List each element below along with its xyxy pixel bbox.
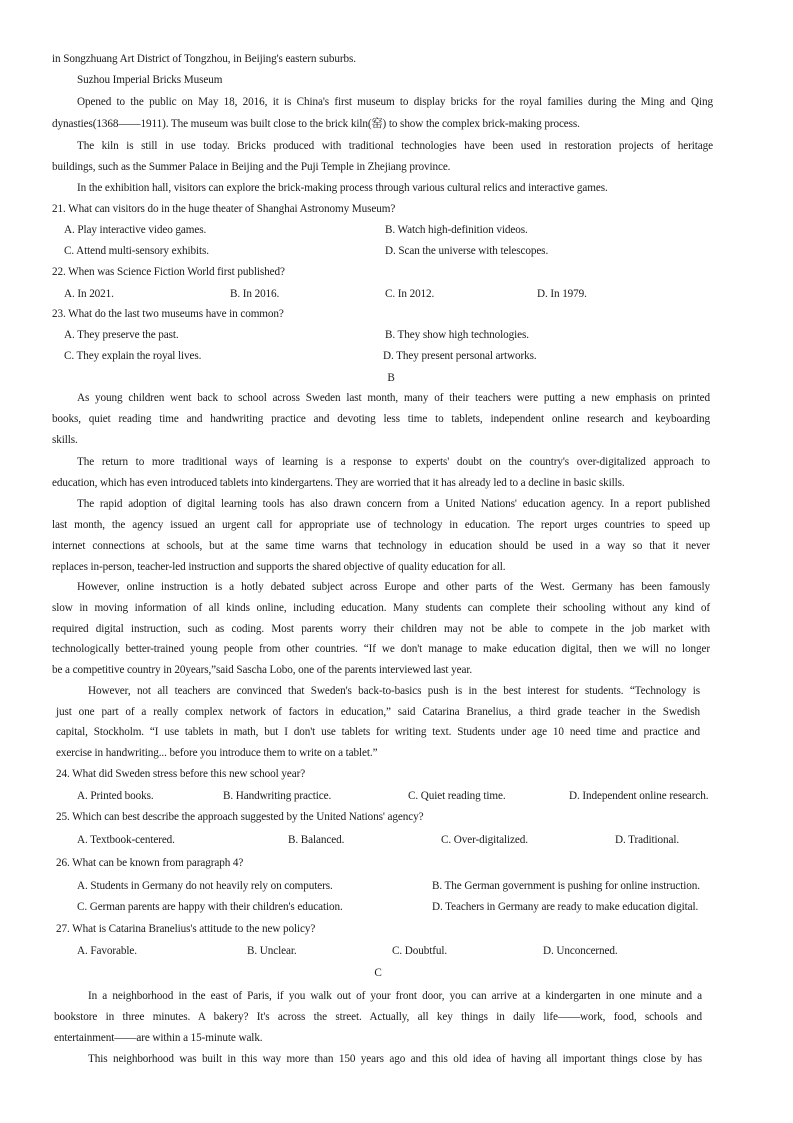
passage-a-p1-line2: dynasties(1368——1911). The museum was built close to the brick kiln(窑) to show the complex brick-making process. xyxy=(52,118,580,130)
passage-b-p1-line1: As young children went back to school across Sweden last month, many of their teachers were putting a new emphasis on printed xyxy=(77,392,710,404)
question-24-option-d: D. Independent online research. xyxy=(569,790,709,802)
question-24-option-a: A. Printed books. xyxy=(77,790,154,802)
passage-b-p4-line2: slow in moving information of all kinds online, including education. Many students can complete their schooling without any kind of xyxy=(52,602,710,614)
question-27-stem: 27. What is Catarina Branelius's attitude to the new policy? xyxy=(56,923,316,935)
passage-b-p4-line5: be a competitive country in 20years,”said Sascha Lobo, one of the parents interviewed last year. xyxy=(52,664,473,676)
question-26-option-c: C. German parents are happy with their children's education. xyxy=(77,901,343,913)
passage-b-p3-line2: last month, the agency issued an urgent call for appropriate use of technology in education. The report urges countries to speed up xyxy=(52,519,710,531)
passage-b-p3-line4: replaces in-person, teacher-led instruction and supports the shared objective of quality education for all. xyxy=(52,561,506,573)
question-25-option-d: D. Traditional. xyxy=(615,834,680,846)
passage-c-p2-line1: This neighborhood was built in this way more than 150 years ago and this old idea of having all important things close by has xyxy=(88,1053,702,1065)
passage-b-p5-line4: exercise in handwriting... before you introduce them to write on a tablet.” xyxy=(56,747,378,759)
question-26-option-a: A. Students in Germany do not heavily rely on computers. xyxy=(77,880,333,892)
passage-b-p4-line4: technologically better-trained young people from other countries. “If we don't manage to make education digital, then we will no longer xyxy=(52,643,710,655)
question-26-stem: 26. What can be known from paragraph 4? xyxy=(56,857,244,869)
question-21-option-a: A. Play interactive video games. xyxy=(64,224,207,236)
question-22-option-b: B. In 2016. xyxy=(230,288,280,300)
passage-b-p5-line2: just one part of a really complex network of factors in education,” said Catarina Branelius, a third grade teacher in the Swedish xyxy=(56,706,700,718)
passage-b-p5-line1: However, not all teachers are convinced that Sweden's back-to-basics push is in the best interest for students. “Technology is xyxy=(88,685,700,697)
question-22-option-d: D. In 1979. xyxy=(537,288,587,300)
question-25-option-c: C. Over-digitalized. xyxy=(441,834,528,846)
section-b-heading: B xyxy=(387,372,395,384)
question-27-option-b: B. Unclear. xyxy=(247,945,297,957)
passage-c-p1-line3: entertainment——are within a 15-minute walk. xyxy=(54,1032,263,1044)
passage-b-p4-line3: required digital instruction, such as coding. Most parents worry their children may not be able to compete in the job market with xyxy=(52,623,710,635)
question-27-option-c: C. Doubtful. xyxy=(392,945,448,957)
passage-b-p2-line1: The return to more traditional ways of learning is a response to experts' doubt on the country's over-digitalized approach to xyxy=(77,456,710,468)
museum-title: Suzhou Imperial Bricks Museum xyxy=(77,74,223,86)
passage-b-p1-line3: skills. xyxy=(52,434,78,446)
question-22-option-c: C. In 2012. xyxy=(385,288,435,300)
question-24-option-c: C. Quiet reading time. xyxy=(408,790,506,802)
passage-b-p1-line2: books, quiet reading time and handwriting practice and devoting less time to tablets, independent online research and keyboarding xyxy=(52,413,710,425)
passage-c-p1-line1: In a neighborhood in the east of Paris, if you walk out of your front door, you can arrive at a kindergarten in one minute and a xyxy=(88,990,702,1002)
question-22-stem: 22. When was Science Fiction World first published? xyxy=(52,266,285,278)
question-23-option-d: D. They present personal artworks. xyxy=(383,350,537,362)
question-24-stem: 24. What did Sweden stress before this new school year? xyxy=(56,768,306,780)
question-27-option-d: D. Unconcerned. xyxy=(543,945,618,957)
question-26-option-b: B. The German government is pushing for online instruction. xyxy=(432,880,700,892)
passage-a-p1-line1: Opened to the public on May 18, 2016, it is China's first museum to display bricks for the royal families during the Ming and Qing xyxy=(77,96,713,108)
passage-b-p3-line3: internet connections at schools, but at the same time warns that technology in education should be used in a way so that it never xyxy=(52,540,710,552)
question-27-option-a: A. Favorable. xyxy=(77,945,137,957)
passage-b-p2-line2: education, which has even introduced tablets into kindergartens. They are worried that it has already led to a decline in basic skills. xyxy=(52,477,625,489)
question-21-option-b: B. Watch high-definition videos. xyxy=(385,224,528,236)
passage-a-p2-line2: buildings, such as the Summer Palace in Beijing and the Puji Temple in Zhejiang province. xyxy=(52,161,451,173)
question-23-option-a: A. They preserve the past. xyxy=(64,329,179,341)
passage-a-line: in Songzhuang Art District of Tongzhou, in Beijing's eastern suburbs. xyxy=(52,53,356,65)
question-25-stem: 25. Which can best describe the approach suggested by the United Nations' agency? xyxy=(56,811,424,823)
question-26-option-d: D. Teachers in Germany are ready to make education digital. xyxy=(432,901,699,913)
passage-a-p3-line1: In the exhibition hall, visitors can explore the brick-making process through various cultural relics and interactive games. xyxy=(77,182,608,194)
question-23-stem: 23. What do the last two museums have in common? xyxy=(52,308,284,320)
question-21-stem: 21. What can visitors do in the huge theater of Shanghai Astronomy Museum? xyxy=(52,203,396,215)
passage-b-p4-line1: However, online instruction is a hotly debated subject across Europe and other parts of the West. Germany has been famously xyxy=(77,581,710,593)
passage-c-p1-line2: bookstore in three minutes. A bakery? It's across the street. Actually, all key things in daily life——work, food, schools and xyxy=(54,1011,702,1023)
question-23-option-c: C. They explain the royal lives. xyxy=(64,350,202,362)
section-c-heading: C xyxy=(374,967,382,979)
question-21-option-d: D. Scan the universe with telescopes. xyxy=(385,245,549,257)
question-24-option-b: B. Handwriting practice. xyxy=(223,790,332,802)
question-21-option-c: C. Attend multi-sensory exhibits. xyxy=(64,245,209,257)
question-25-option-b: B. Balanced. xyxy=(288,834,345,846)
passage-b-p3-line1: The rapid adoption of digital learning tools has also drawn concern from a United Nations' education agency. In a report published xyxy=(77,498,710,510)
question-25-option-a: A. Textbook-centered. xyxy=(77,834,175,846)
question-23-option-b: B. They show high technologies. xyxy=(385,329,529,341)
passage-b-p5-line3: capital, Stockholm. “I use tablets in math, but I don't use tablets for writing text. Students under age 10 need time and practice and xyxy=(56,726,700,738)
passage-a-p2-line1: The kiln is still in use today. Bricks produced with traditional technologies have been used in restoration projects of heritage xyxy=(77,140,713,152)
question-22-option-a: A. In 2021. xyxy=(64,288,114,300)
